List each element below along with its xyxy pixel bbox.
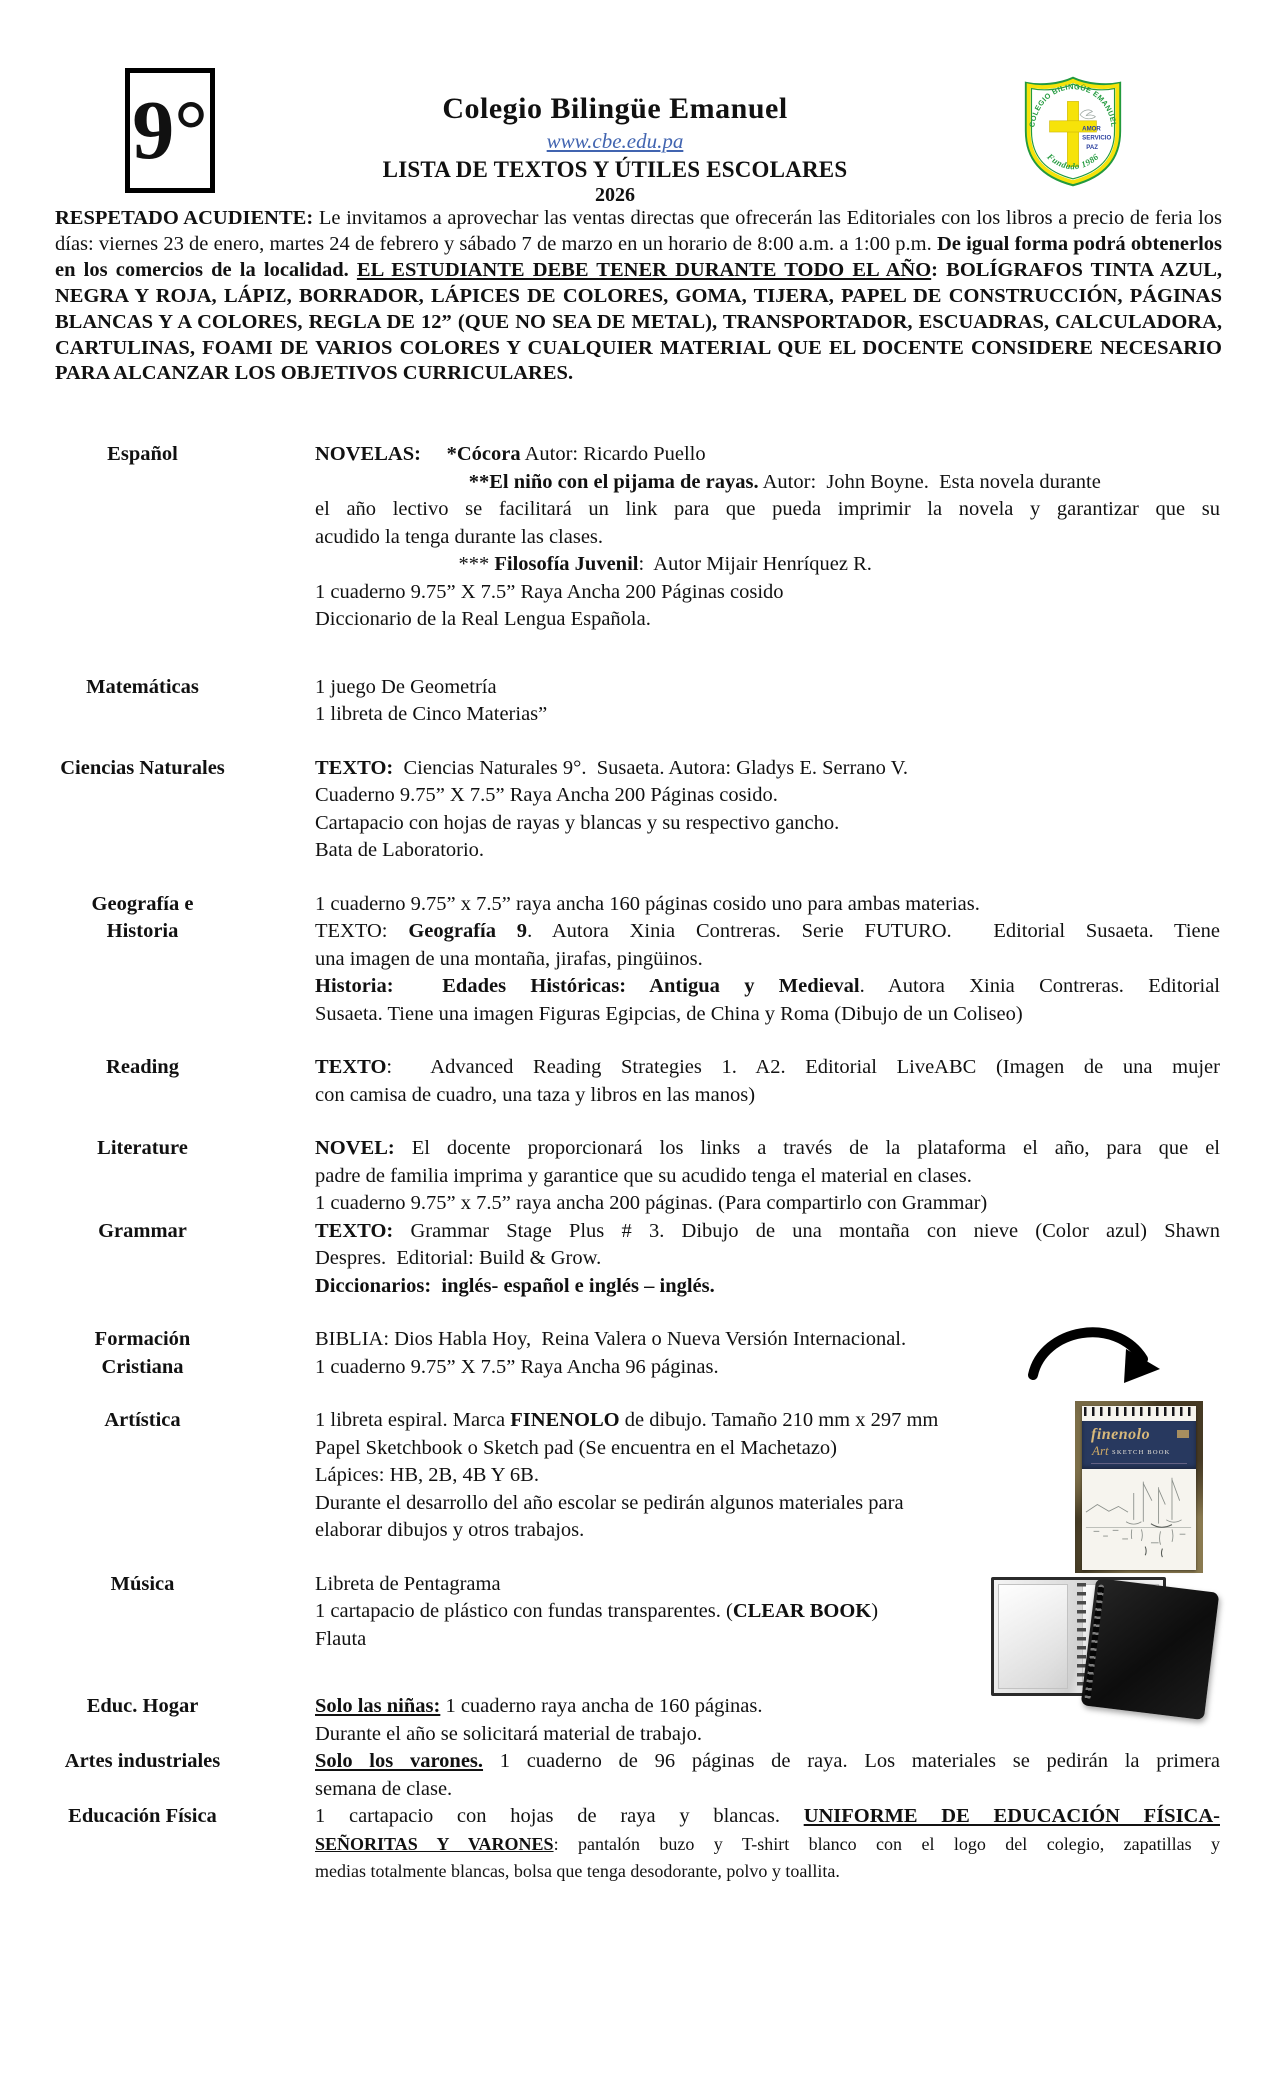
text-segment: EL ESTUDIANTE DEBE TENER DURANTE TODO EL AÑO: [356, 258, 932, 281]
crest-arc-text: COLEGIO BILINGÜE EMANUEL: [1027, 82, 1119, 128]
website-link[interactable]: www.cbe.edu.pa: [546, 129, 684, 153]
text-segment: Historia: Edades Históricas: Antigua y Medieval: [315, 975, 860, 997]
text-segment: acudido la tenga durante las clases.: [315, 525, 604, 548]
text-line: [315, 1598, 1220, 1626]
section-label: Artística: [104, 1409, 181, 1431]
text-segment: el año lectivo se facilitará un link para que pueda imprimir la novela y garantizar que su: [315, 498, 1220, 520]
text-segment: una imagen de una montaña, jirafas, pingüinos.: [315, 947, 703, 970]
cross-icon: [1067, 101, 1078, 166]
text-segment: TEXTO:: [315, 920, 409, 942]
text-line: [315, 1693, 1220, 1721]
text-line: [315, 701, 1220, 729]
text-segment: Diccionarios: inglés- español e inglés – inglés.: [315, 1274, 715, 1297]
text-segment: Libreta de Pentagrama: [315, 1572, 501, 1595]
text-segment: elaborar dibujos y otros trabajos.: [315, 1519, 585, 1541]
section-content: [315, 1693, 1220, 1748]
text-segment: Cuaderno 9.75” X 7.5” Raya Ancha 200 Páginas cosido.: [315, 784, 778, 806]
text-segment: Solo las niñas:: [315, 1695, 441, 1717]
text-segment: 1 cuaderno de 96 páginas de raya. Los materiales se pedirán la primera: [483, 1750, 1220, 1772]
text-line: [315, 973, 1220, 1001]
text-segment: RESPETADO ACUDIENTE:: [55, 207, 319, 229]
section-grammar: [55, 1218, 1220, 1301]
text-segment: UNIFORME DE EDUCACIÓN FÍSICA-: [803, 1805, 1220, 1827]
text-line: [315, 1748, 1220, 1776]
section-artistica: [55, 1407, 1220, 1545]
text-segment: Bata de Laboratorio.: [315, 839, 485, 861]
section-content: [315, 1218, 1220, 1301]
text-line: [315, 1054, 1220, 1082]
text-line: [315, 1462, 1220, 1490]
school-name: Colegio Bilingüe Emanuel: [442, 92, 788, 125]
text-segment: **El niño con el pijama de rayas.: [468, 470, 759, 493]
text-segment: SEÑORITAS Y VARONES: [315, 1833, 554, 1854]
section-content: [315, 1407, 1220, 1545]
school-crest-logo: [1022, 73, 1124, 189]
text-segment: TEXTO: [315, 1056, 387, 1078]
text-line: [315, 1082, 1220, 1110]
section-label: Geografía e Historia: [91, 892, 194, 942]
text-line: [315, 891, 1220, 919]
text-segment: 1 cuaderno 9.75” X 7.5” Raya Ancha 96 páginas.: [315, 1355, 719, 1378]
text-segment: TEXTO:: [315, 1219, 394, 1242]
text-line: [315, 1163, 1220, 1191]
text-line: [315, 674, 1220, 702]
text-line: [315, 1218, 1220, 1246]
text-segment: 1 cuaderno raya ancha de 160 páginas.: [440, 1695, 763, 1717]
text-segment: De igual forma podrá obtenerlos en los comercios de la localidad.: [55, 232, 1222, 281]
section-content: [315, 674, 1220, 729]
section-label: Artes industriales: [64, 1750, 221, 1772]
text-segment: Solo los varones.: [315, 1750, 484, 1772]
section-label: Literature: [97, 1137, 188, 1159]
text-line: [315, 1435, 1220, 1463]
text-line: [315, 469, 1220, 497]
text-line: [315, 1517, 1220, 1545]
text-line: [315, 1626, 1220, 1654]
text-segment: : BOLÍGRAFOS TINTA AZUL, NEGRA Y ROJA, LÁPIZ, BORRADOR, LÁPICES DE COLORES, GOMA, TIJERA, PAPEL DE CONSTRUCCIÓN, PÁGINAS BLANCAS Y A COLORES, REGLA DE 12” (QUE NO SEA DE METAL), TRANSPORTADOR, ESCUADRAS, CALCULADORA, CARTULINAS, FOAMI DE VARIOS COLORES Y CUALQUIER MATERIAL QUE EL DOCENTE CONSIDERE NECESARIO PARA ALCANZAR LOS OBJETIVOS CURRICULARES.: [55, 258, 1222, 385]
section-label: Español: [107, 443, 178, 465]
text-line: [315, 810, 1220, 838]
document-year: 2026: [595, 184, 635, 206]
text-line: [315, 1354, 1220, 1382]
text-segment: Lápices: HB, 2B, 4B Y 6B.: [315, 1464, 539, 1486]
text-line: [315, 441, 1220, 469]
section-label: Matemáticas: [86, 675, 199, 698]
text-segment: Filosofía Juvenil: [494, 553, 639, 575]
sections-list: [55, 441, 1220, 1886]
section-content: [315, 891, 1220, 1029]
text-line: [315, 1571, 1220, 1599]
section-label: Grammar: [98, 1219, 187, 1242]
text-line: [315, 1245, 1220, 1273]
text-line: [315, 1326, 1220, 1354]
text-segment: ): [871, 1600, 879, 1622]
text-line: [315, 1407, 1220, 1435]
section-label: Educación Física: [68, 1805, 217, 1827]
section-geografia-historia: [55, 891, 1220, 1029]
text-segment: NOVEL:: [315, 1137, 395, 1159]
text-segment: Cartapacio con hojas de rayas y blancas y su respectivo gancho.: [315, 811, 840, 834]
document-header: [225, 92, 1005, 207]
section-educ-hogar: [55, 1693, 1220, 1748]
crest-motto-amor: AMOR: [1082, 125, 1101, 133]
text-segment: 1 cartapacio con hojas de raya y blancas.: [315, 1805, 804, 1827]
section-matematicas: [55, 674, 1220, 729]
text-segment: con camisa de cuadro, una taza y libros en las manos): [315, 1083, 756, 1106]
section-educacion-fisica: [55, 1803, 1220, 1886]
text-line: [315, 755, 1220, 783]
section-literature: [55, 1135, 1220, 1218]
section-content: [315, 1135, 1220, 1218]
section-label: Música: [110, 1572, 175, 1595]
text-segment: Susaeta. Tiene una imagen Figuras Egipcias, de China y Roma (Dibujo de un Coliseo): [315, 1002, 1023, 1025]
text-segment: : Advanced Reading Strategies 1. A2. Editorial LiveABC (Imagen de una mujer: [386, 1056, 1220, 1078]
text-line: [315, 1831, 1220, 1859]
text-segment: NOVELAS:: [315, 443, 421, 465]
section-label: Formación Cristiana: [94, 1328, 191, 1378]
text-segment: Grammar Stage Plus # 3. Dibujo de una montaña con nieve (Color azul) Shawn: [393, 1219, 1220, 1242]
text-line: [315, 524, 1220, 552]
text-segment: medias totalmente blancas, bolsa que tenga desodorante, polvo y toallita.: [315, 1861, 840, 1881]
grade-badge: [125, 68, 215, 193]
text-segment: *Cócora: [446, 443, 521, 465]
text-segment: Diccionario de la Real Lengua Española.: [315, 608, 651, 630]
sketchbook-script: Art: [1092, 1443, 1109, 1458]
section-content: [315, 1054, 1220, 1109]
text-segment: Geografía 9: [408, 920, 528, 942]
section-formacion-cristiana: [55, 1326, 1220, 1381]
section-content: [315, 1748, 1220, 1803]
text-line: [315, 1721, 1220, 1749]
text-line: [315, 918, 1220, 946]
text-segment: [315, 471, 469, 493]
section-espanol: [55, 441, 1220, 634]
sketchbook-label: SKETCH BOOK: [1112, 1449, 1171, 1456]
text-line: [315, 579, 1220, 607]
grade-number: 9°: [132, 83, 208, 177]
section-label: Reading: [106, 1056, 179, 1078]
text-segment: : pantalón buzo y T-shirt blanco con el logo del colegio, zapatillas y: [553, 1833, 1220, 1854]
text-segment: semana de clase.: [315, 1777, 453, 1800]
text-segment: . Autora Xinia Contreras. Serie FUTURO. Editorial Susaeta. Tiene: [527, 920, 1220, 942]
text-segment: El docente proporcionará los links a través de la plataforma el año, para que el: [394, 1137, 1220, 1159]
text-segment: 1 cuaderno 9.75” x 7.5” raya ancha 200 páginas. (Para compartirlo con Grammar): [315, 1192, 988, 1214]
text-segment: 1 cartapacio de plástico con fundas transparentes. (: [315, 1600, 733, 1622]
text-segment: 1 libreta espiral. Marca: [315, 1409, 511, 1431]
text-line: [315, 782, 1220, 810]
text-segment: padre de familia imprima y garantice que su acudido tenga el material en clases.: [315, 1164, 972, 1187]
section-content: [315, 1803, 1220, 1886]
text-segment: TEXTO:: [315, 756, 394, 779]
text-segment: de dibujo. Tamaño 210 mm x 297 mm: [619, 1409, 939, 1431]
section-content: [315, 441, 1220, 634]
section-content: [315, 1326, 1220, 1381]
text-line: [315, 1273, 1220, 1301]
section-label: Educ. Hogar: [86, 1695, 199, 1717]
text-segment: [421, 443, 447, 465]
text-segment: ***: [315, 553, 495, 575]
text-line: [315, 496, 1220, 524]
section-ciencias-naturales: [55, 755, 1220, 865]
text-line: [315, 946, 1220, 974]
crest-motto-paz: PAZ: [1086, 143, 1099, 151]
crest-founded-text: Fundado 1986: [1045, 151, 1101, 172]
section-reading: [55, 1054, 1220, 1109]
crest-motto-servicio: SERVICIO: [1082, 134, 1112, 142]
text-segment: Autor: Ricardo Puello: [520, 443, 706, 465]
text-line: [315, 1776, 1220, 1804]
text-segment: Durante el desarrollo del año escolar se pedirán algunos materiales para: [315, 1491, 904, 1514]
text-line: [315, 1490, 1220, 1518]
text-segment: 1 juego De Geometría: [315, 675, 497, 698]
text-segment: Durante el año se solicitará material de trabajo.: [315, 1722, 703, 1745]
text-line: [315, 1001, 1220, 1029]
text-line: [315, 1190, 1220, 1218]
text-line: [315, 1803, 1220, 1831]
document-title: LISTA DE TEXTOS Y ÚTILES ESCOLARES: [382, 157, 848, 182]
text-segment: FINENOLO: [510, 1409, 620, 1431]
text-line: [315, 551, 1220, 579]
text-segment: Papel Sketchbook o Sketch pad (Se encuentra en el Machetazo): [315, 1436, 837, 1459]
sketchbook-brand: finenolo: [1091, 1426, 1151, 1443]
text-segment: Flauta: [315, 1627, 367, 1650]
text-segment: Le invitamos a aprovechar las ventas directas que ofrecerán las Editoriales con los libros a precio de feria los días: viernes 23 de enero, martes 24 de febrero y sábado 7 de marzo en un horario de 8:00 a.m. a 1:00 p.m.: [55, 207, 1223, 255]
text-segment: 1 cuaderno 9.75” X 7.5” Raya Ancha 200 Páginas cosido: [315, 580, 784, 603]
text-segment: 1 libreta de Cinco Materias”: [315, 703, 548, 725]
text-segment: . Autora Xinia Contreras. Editorial: [859, 975, 1220, 997]
section-label: Ciencias Naturales: [60, 756, 225, 779]
text-segment: CLEAR BOOK: [732, 1600, 872, 1622]
text-segment: : Autor Mijair Henríquez R.: [638, 553, 872, 575]
section-musica: [55, 1571, 1220, 1654]
text-line: [315, 837, 1220, 865]
text-segment: 1 cuaderno 9.75” x 7.5” raya ancha 160 páginas cosido uno para ambas materias.: [315, 892, 980, 915]
text-segment: Ciencias Naturales 9°. Susaeta. Autora: Gladys E. Serrano V.: [393, 756, 908, 779]
text-segment: Autor: John Boyne. Esta novela durante: [758, 470, 1101, 493]
text-segment: Despres. Editorial: Build & Grow.: [315, 1247, 602, 1269]
section-artes-industriales: [55, 1748, 1220, 1803]
section-content: [315, 1571, 1220, 1654]
text-line: [315, 1858, 1220, 1886]
intro-paragraph: [55, 206, 1222, 387]
section-content: [315, 755, 1220, 865]
text-segment: BIBLIA: Dios Habla Hoy, Reina Valera o Nueva Versión Internacional.: [315, 1328, 907, 1350]
text-line: [315, 606, 1220, 634]
text-line: [315, 1135, 1220, 1163]
